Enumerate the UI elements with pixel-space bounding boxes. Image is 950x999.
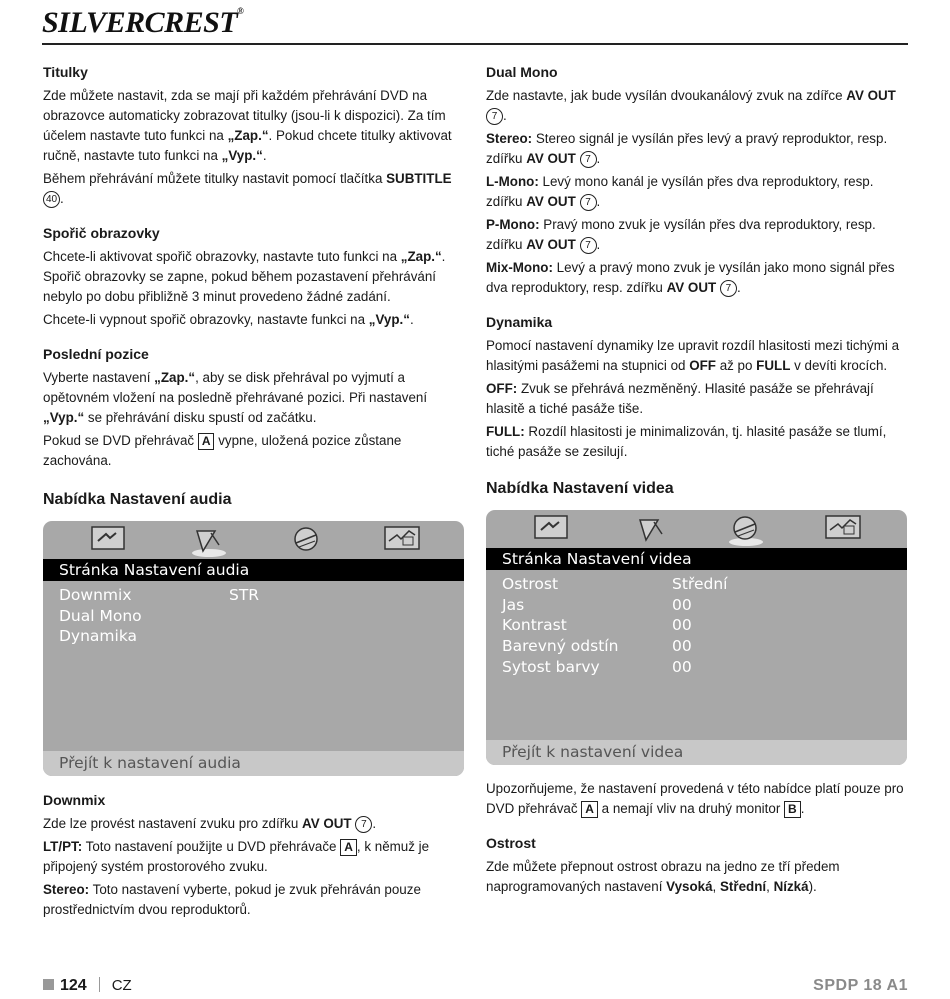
right-column — [486, 62, 908, 911]
audio-row-dynamika[interactable]: Dynamika — [59, 627, 138, 646]
titulky-para-2: Během přehrávání můžete titulky nastavit pomocí tlačítka SUBTITLE 40 . — [43, 171, 452, 206]
ref-number-40: 40 — [43, 191, 60, 208]
general-setup-icon — [533, 514, 569, 542]
downmix-para-2: LT/PT: Toto nastavení použijte u DVD přehrávače A , k němuž je připojený systém prostorového zvuku. — [43, 839, 430, 874]
section-dynamika — [486, 312, 908, 462]
sporic-para-1: Chcete-li aktivovat spořič obrazovky, nastavte tuto funkci na „Zap.“. Spořič obrazovky se zapne, pokud během pozastavení přehrávání nebylo po dobu přibližně 3 minut provedeno žádné zadání. — [43, 249, 446, 304]
downmix-para-1: Zde lze provést nastavení zvuku pro zdířku AV OUT 7 . — [43, 816, 377, 831]
dual-mono-item-l-mono: L-Mono: Levý mono kanál je vysílán přes dva reproduktory, resp. zdířku AV OUT 7 . — [486, 174, 874, 209]
video-page-title-bar: Stránka Nastavení videa — [486, 548, 907, 570]
section-titulky — [43, 62, 465, 209]
preference-setup-icon — [824, 514, 862, 542]
heading-dynamika: Dynamika — [486, 314, 553, 330]
dynamika-para-2: OFF: Zvuk se přehrává nezměněný. Hlasité pasáže se přehrávají hlasitě a tiché pasáže tiše. — [486, 381, 874, 416]
video-row-ostrost[interactable]: Ostrost Střední — [502, 575, 728, 593]
heading-video-menu: Nabídka Nastavení videa — [486, 480, 674, 497]
video-setup-icon — [289, 525, 325, 555]
video-row-barevny-odstin[interactable]: Barevný odstín 00 — [502, 637, 692, 656]
dynamika-para-3: FULL: Rozdíl hlasitosti je minimalizován, tj. hlasité pasáže se tlumí, tiché pasáže se zesilují. — [486, 424, 887, 459]
dual-mono-item-mix-mono: Mix-Mono: Levý a pravý mono zvuk je vysílán jako mono signál přes dva reproduktory, resp. zdířku AV OUT 7 . — [486, 260, 895, 295]
device-label-b: B — [784, 801, 801, 818]
audio-setup-icon — [189, 525, 229, 559]
footer-separator — [99, 977, 100, 992]
video-row-sytost-barvy[interactable]: Sytost barvy 00 — [502, 657, 692, 676]
dual-mono-para-1: Zde nastavte, jak bude vysílán dvoukanálový zvuk na zdířce AV OUT 7 . — [486, 88, 896, 123]
general-setup-icon — [90, 525, 126, 553]
ostrost-para: Zde můžete přepnout ostrost obrazu na jedno ze tří předem naprogramovaných nastavení Vysoká, Střední, Nízká). — [486, 859, 840, 894]
left-column — [43, 62, 465, 934]
video-setup-icon — [726, 514, 766, 548]
video-row-kontrast[interactable]: Kontrast 00 — [502, 616, 692, 635]
audio-row-downmix[interactable]: Downmix STR — [59, 586, 260, 604]
audio-settings-list — [59, 585, 454, 647]
section-sporic — [43, 223, 465, 330]
audio-setup-icon — [632, 514, 672, 548]
video-setup-screen — [486, 510, 907, 765]
video-footer-hint: Přejít k nastavení videa — [486, 740, 907, 765]
video-settings-list — [502, 574, 897, 677]
ref-number-7: 7 — [355, 816, 372, 833]
section-downmix — [43, 790, 465, 920]
section-ostrost — [486, 833, 908, 897]
audio-page-title-bar: Stránka Nastavení audia — [43, 559, 464, 581]
downmix-para-3: Stereo: Toto nastavení vyberte, pokud je zvuk přehráván pouze prostřednictvím dvou reproduktorů. — [43, 882, 421, 917]
preference-setup-icon — [383, 525, 421, 553]
section-posledni — [43, 344, 465, 471]
page-number: 124 — [60, 977, 87, 994]
device-label-a: A — [581, 801, 598, 818]
page-footer — [43, 977, 908, 997]
audio-row-dual-mono[interactable]: Dual Mono — [59, 606, 142, 625]
audio-footer-hint: Přejít k nastavení audia — [43, 751, 464, 776]
titulky-para-1: Zde můžete nastavit, zda se mají při každém přehrávání DVD na obrazovce automaticky zobrazovat titulky (jsou-li k dispozici). Za tím účelem nastavte tuto funkci na „Zap.“. Pokud chcete titulky aktivovat ručně, nastavte tuto funkci na „Vyp.“. — [43, 88, 452, 163]
dynamika-para-1: Pomocí nastavení dynamiky lze upravit rozdíl hlasitosti mezi tichými a hlasitými pasážemi na stupnici od OFF až po FULL v devíti krocích. — [486, 338, 900, 373]
heading-downmix: Downmix — [43, 792, 106, 808]
audio-setup-screen — [43, 521, 464, 776]
brand-logo: SILVERCREST® — [42, 6, 244, 39]
posledni-para-2: Pokud se DVD přehrávač A vypne, uložená pozice zůstane zachována. — [43, 433, 402, 468]
model-number: SPDP 18 A1 — [813, 977, 908, 994]
heading-titulky: Titulky — [43, 64, 88, 80]
posledni-para-1: Vyberte nastavení „Zap.“, aby se disk přehrával po vyjmutí a opětovném vložení na posledně přehrávané pozici. Při nastavení „Vyp.“ se přehrávání disku spustí od začátku. — [43, 370, 428, 425]
language-code: CZ — [111, 977, 132, 994]
dual-mono-item-p-mono: P-Mono: Pravý mono zvuk je vysílán přes dva reproduktory, resp. zdířku AV OUT 7 . — [486, 217, 876, 252]
footer-marker — [43, 979, 54, 990]
video-row-jas[interactable]: Jas 00 — [502, 595, 692, 614]
heading-posledni: Poslední pozice — [43, 346, 149, 362]
section-note — [486, 779, 908, 819]
heading-sporic: Spořič obrazovky — [43, 225, 160, 241]
device-label-a: A — [198, 433, 215, 450]
sporic-para-2: Chcete-li vypnout spořič obrazovky, nastavte funkci na „Vyp.“. — [43, 312, 414, 327]
note-para: Upozorňujeme, že nastavení provedená v této nabídce platí pouze pro DVD přehrávač A a nemají vliv na druhý monitor B . — [486, 781, 904, 816]
heading-dual-mono: Dual Mono — [486, 64, 558, 80]
heading-ostrost: Ostrost — [486, 835, 536, 851]
section-dual-mono — [486, 62, 908, 298]
heading-audio-menu: Nabídka Nastavení audia — [43, 491, 232, 508]
header-rule — [42, 43, 908, 45]
dual-mono-item-stereo: Stereo: Stereo signál je vysílán přes levý a pravý reproduktor, resp. zdířku AV OUT 7 . — [486, 131, 888, 166]
ref-number-7: 7 — [486, 108, 503, 125]
device-label-a: A — [340, 839, 357, 856]
